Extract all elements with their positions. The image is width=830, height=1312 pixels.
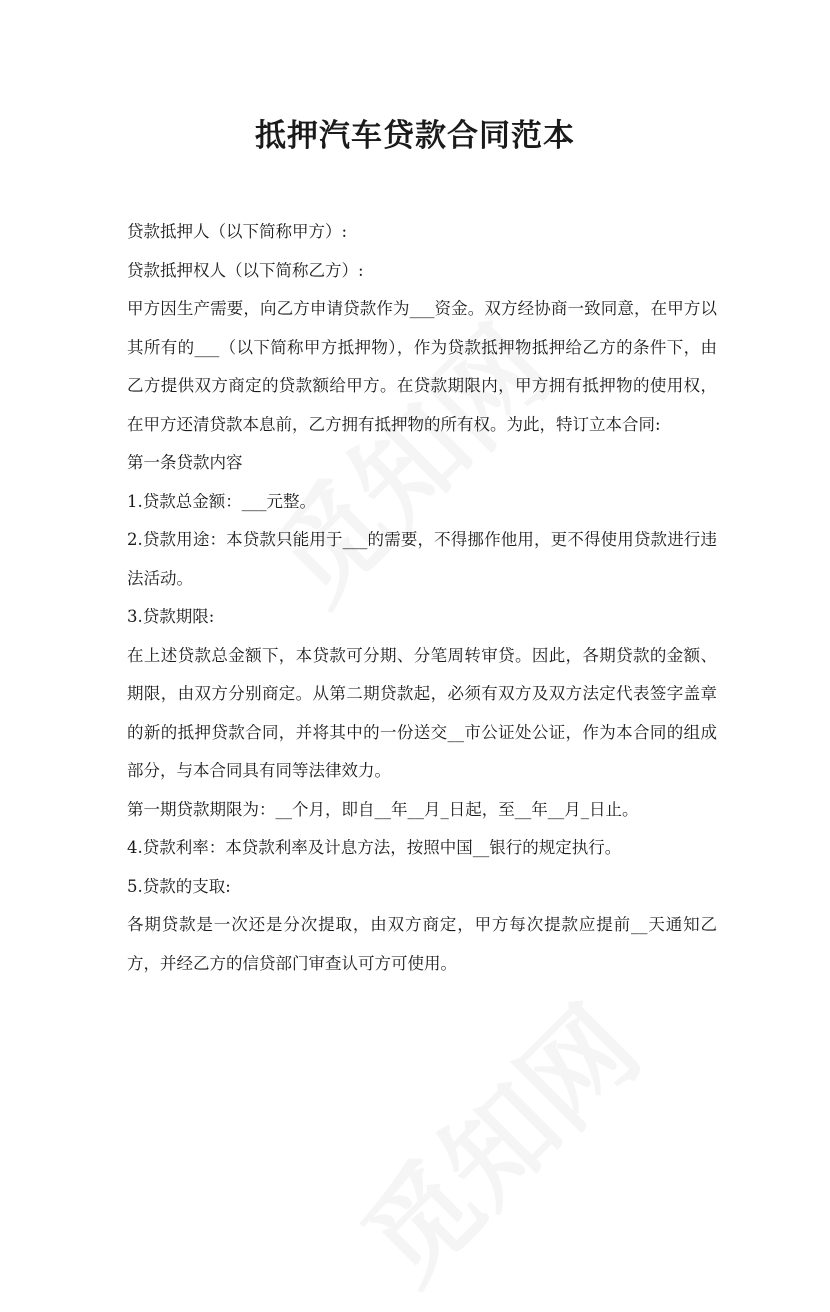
document-body bbox=[127, 213, 717, 983]
paragraph-mortgagee: 贷款抵押权人（以下简称乙方）: bbox=[127, 260, 364, 280]
paragraph-interest-rate: 4.贷款利率：本贷款利率及计息方法，按照中国__银行的规定执行。 bbox=[127, 838, 622, 857]
paragraph-mortgagor: 贷款抵押人（以下简称甲方）: bbox=[127, 222, 348, 241]
watermark bbox=[322, 966, 667, 1311]
paragraph-disbursement-heading: 5.贷款的支取: bbox=[127, 876, 231, 896]
paragraph-loan-term-heading: 3.贷款期限: bbox=[127, 607, 215, 626]
document-title: 抵押汽车贷款合同范本 bbox=[255, 118, 575, 154]
paragraph-article-1-heading: 第一条贷款内容 bbox=[127, 453, 243, 472]
paragraph-first-term: 第一期贷款期限为：__个月，即自__年__月_日起，至__年__月_日止。 bbox=[127, 799, 639, 819]
paragraph-loan-term-body: 在上述贷款总金额下，本贷款可分期、分笔周转审贷。因此，各期贷款的金额、期限，由双方分别商定。从第二期贷款起，必须有双方及双方法定代表签字盖章的新的抵押贷款合同，并将其中的一份送交__市公证处公证，作为本合同的组成部分，与本合同具有同等法律效力。 bbox=[127, 645, 717, 780]
paragraph-loan-amount: 1.贷款总金额：___元整。 bbox=[127, 491, 316, 511]
paragraph-disbursement-body: 各期贷款是一次还是分次提取，由双方商定，甲方每次提款应提前__天通知乙方，并经乙方的信贷部门审查认可方可使用。 bbox=[127, 915, 717, 973]
paragraph-preamble: 甲方因生产需要，向乙方申请贷款作为___资金。双方经协商一致同意，在甲方以其所有的___（以下简称甲方抵押物），作为贷款抵押物抵押给乙方的条件下，由乙方提供双方商定的贷款额给甲方。在贷款期限内，甲方拥有抵押物的使用权，在甲方还清贷款本息前，乙方拥有抵押物的所有权。为此，特订立本合同: bbox=[127, 299, 717, 434]
paragraph-loan-purpose: 2.贷款用途：本贷款只能用于___的需要，不得挪作他用，更不得使用贷款进行违法活动。 bbox=[127, 530, 717, 588]
